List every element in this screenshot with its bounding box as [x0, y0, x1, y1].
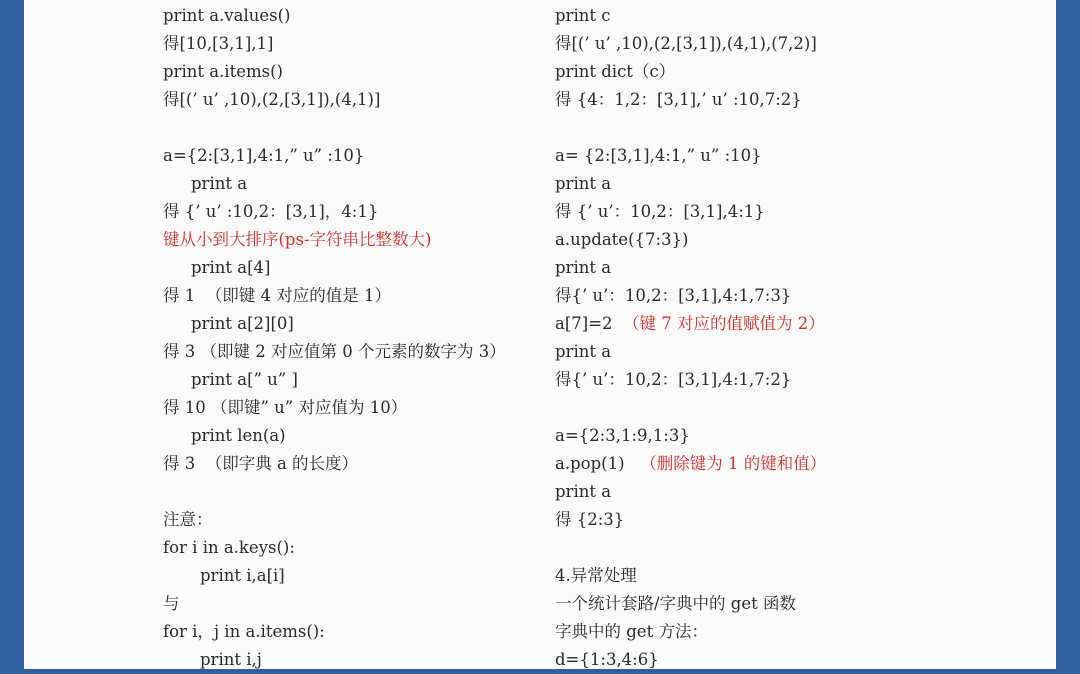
text-line	[555, 310, 975, 338]
line-text: print a	[555, 174, 612, 193]
text-line	[555, 198, 975, 226]
line-text: 得 10 （即键” u” 对应值为 10）	[163, 398, 408, 417]
text-line	[555, 366, 975, 394]
right-column	[555, 2, 975, 674]
text-line	[555, 590, 975, 618]
line-text: 得 3 （即字典 a 的长度）	[163, 454, 359, 473]
line-text: print a.values()	[163, 6, 291, 25]
line-text: 得[(’ u’ ,10),(2,[3,1]),(4,1),(7,2)]	[555, 34, 817, 53]
text-line	[555, 254, 975, 282]
line-text: d={1:3,4:6}	[555, 650, 659, 669]
text-line	[163, 310, 563, 338]
line-text: 一个统计套路/字典中的 get 函数	[555, 594, 797, 613]
line-text: 与	[163, 594, 180, 613]
line-annotation: （键 7 对应的值赋值为 2）	[612, 314, 825, 333]
text-line	[163, 30, 563, 58]
line-text: 字典中的 get 方法：	[555, 622, 708, 641]
text-line	[163, 450, 563, 478]
line-text: print a[2][0]	[191, 314, 294, 333]
text-line	[163, 282, 563, 310]
line-text: 得 {2:3}	[555, 510, 625, 529]
text-line	[555, 226, 975, 254]
line-text: print c	[555, 6, 611, 25]
document-page	[24, 0, 1056, 669]
text-line	[555, 422, 975, 450]
left-column	[163, 2, 563, 674]
line-text: a[7]=2	[555, 314, 613, 333]
line-annotation: （删除键为 1 的键和值）	[624, 454, 827, 473]
line-text: a={2:3,1:9,1:3}	[555, 426, 690, 445]
text-line	[163, 422, 563, 450]
text-line	[163, 590, 563, 618]
line-text: 得 {’ u’：10,2：[3,1],4:1}	[555, 202, 765, 221]
line-text: print i,a[i]	[200, 566, 285, 585]
line-text: for i，j in a.items():	[163, 622, 325, 641]
line-text: 得{’ u’：10,2：[3,1],4:1,7:2}	[555, 370, 792, 389]
text-line	[163, 646, 563, 674]
text-line	[163, 170, 563, 198]
line-text: a.pop(1)	[555, 454, 625, 473]
line-text: print a	[555, 342, 612, 361]
blank-line	[163, 478, 563, 506]
line-text: print a	[191, 174, 248, 193]
text-line	[163, 394, 563, 422]
text-line	[555, 338, 975, 366]
line-text: print a	[555, 482, 612, 501]
line-text: 得 1 （即键 4 对应的值是 1）	[163, 286, 391, 305]
text-line	[163, 86, 563, 114]
line-text: a= {2:[3,1],4:1,” u” :10}	[555, 146, 762, 165]
line-text: a.update({7:3})	[555, 230, 689, 249]
line-text: print a.items()	[163, 62, 283, 81]
text-line	[555, 86, 975, 114]
blank-line	[555, 534, 975, 562]
text-line	[163, 366, 563, 394]
text-line	[555, 2, 975, 30]
text-line	[163, 2, 563, 30]
text-line	[555, 58, 975, 86]
line-text: for i in a.keys():	[163, 538, 295, 557]
text-line	[555, 450, 975, 478]
text-line	[555, 478, 975, 506]
blank-line	[163, 114, 563, 142]
line-text: 得{’ u’：10,2：[3,1],4:1,7:3}	[555, 286, 792, 305]
text-line	[555, 506, 975, 534]
text-line	[163, 618, 563, 646]
text-line	[555, 282, 975, 310]
line-text: 4.异常处理	[555, 566, 637, 585]
line-text: print dict（c）	[555, 62, 676, 81]
line-text: 得 3 （即键 2 对应值第 0 个元素的数字为 3）	[163, 342, 506, 361]
text-line	[555, 142, 975, 170]
text-line	[163, 506, 563, 534]
text-line	[163, 534, 563, 562]
text-line	[555, 646, 975, 674]
text-line	[163, 198, 563, 226]
line-text: print a[4]	[191, 258, 271, 277]
line-text: print i,j	[200, 650, 262, 669]
text-line	[555, 170, 975, 198]
text-line	[163, 338, 563, 366]
text-line	[555, 618, 975, 646]
text-line	[163, 142, 563, 170]
line-text: 注意：	[163, 510, 213, 529]
line-text: 得 {4：1,2：[3,1],’ u’ :10,7:2}	[555, 90, 802, 109]
line-text: print a	[555, 258, 612, 277]
line-text: print len(a)	[191, 426, 286, 445]
line-text: print a[” u” ]	[191, 370, 298, 389]
blank-line	[555, 114, 975, 142]
text-line	[555, 562, 975, 590]
line-text: 得[10,[3,1],1]	[163, 34, 274, 53]
text-line	[163, 226, 563, 254]
text-line	[555, 30, 975, 58]
line-text: 得[(’ u’ ,10),(2,[3,1]),(4,1)]	[163, 90, 381, 109]
text-line	[163, 562, 563, 590]
line-text: 得 {’ u’ :10,2：[3,1]，4:1}	[163, 202, 379, 221]
line-text: 键从小到大排序(ps-字符串比整数大)	[163, 230, 432, 249]
text-line	[163, 58, 563, 86]
line-text: a={2:[3,1],4:1,” u” :10}	[163, 146, 365, 165]
blank-line	[555, 394, 975, 422]
text-line	[163, 254, 563, 282]
